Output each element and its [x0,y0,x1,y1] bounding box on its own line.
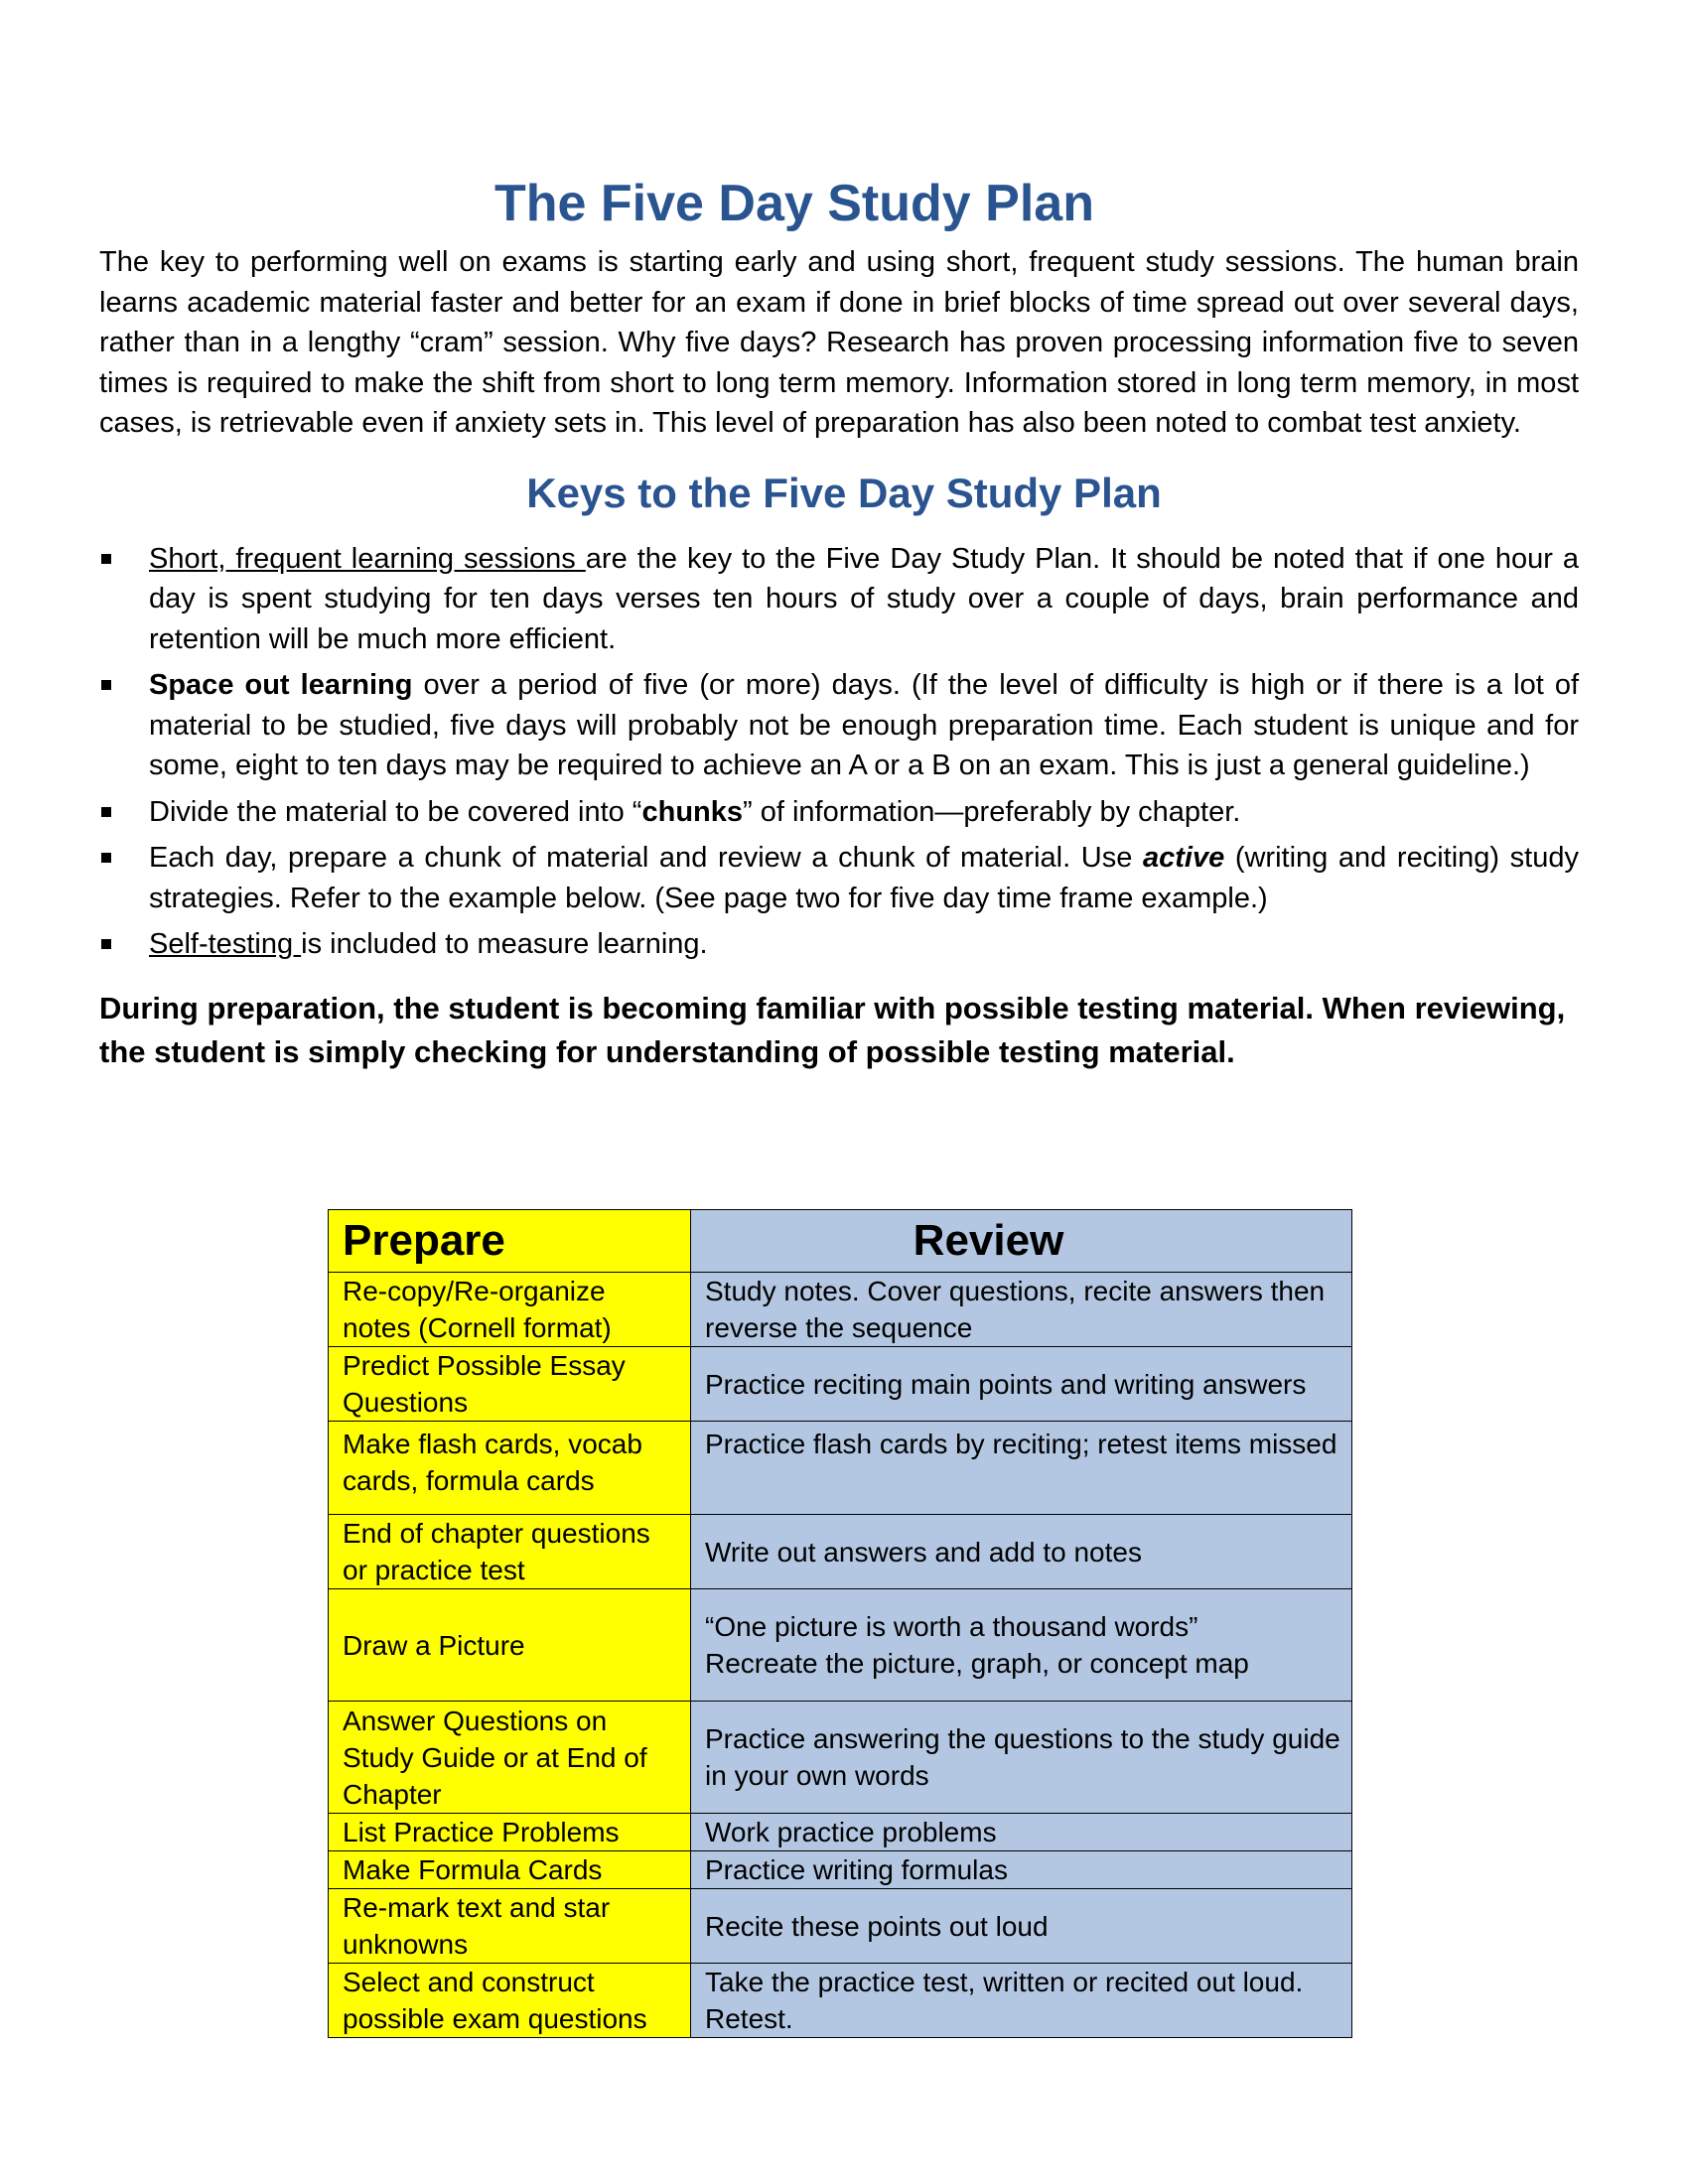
prepare-cell: Re-mark text and star unknowns [329,1889,691,1964]
key-body-text: are the key to the Five Day Study Plan. It should be noted that if one hour a day is spent studying for ten days verses ten hours of study over a couple of days, brain performance and retention will be much more efficient. [149,542,1579,655]
key-lead-text: active [1142,842,1225,874]
page-title: The Five Day Study Plan [494,175,1094,232]
list-item [99,838,1579,918]
review-cell: Work practice problems [691,1814,1352,1851]
key-lead-text: Self-testing [149,928,302,960]
review-cell: Study notes. Cover questions, recite answers then reverse the sequence [691,1273,1352,1347]
key-body-text: over a period of five (or more) days. (If the level of difficulty is high or if there is a lot of material to be studied, five days will probably not be enough preparation time. Each student is unique and for some, eight to ten days may be required to achieve an A or a B on an exam. This is just a general guideline.) [149,669,1579,781]
table-row [329,1889,1352,1964]
prepare-cell: Select and construct possible exam questions [329,1964,691,2038]
review-cell: Practice answering the questions to the study guide in your own words [691,1702,1352,1814]
table-row [329,1422,1352,1515]
prepare-cell: List Practice Problems [329,1814,691,1851]
review-cell [691,1589,1352,1702]
document-page [99,169,1589,1074]
review-cell: Recite these points out loud [691,1889,1352,1964]
table-row [329,1814,1352,1851]
table-row [329,1702,1352,1814]
prepare-cell: Predict Possible Essay Questions [329,1347,691,1422]
table-row [329,1589,1352,1702]
prepare-cell: Answer Questions on Study Guide or at End of Chapter [329,1702,691,1814]
square-bullet-icon [101,939,111,949]
table-header-row [329,1210,1352,1273]
square-bullet-icon [101,680,111,690]
key-pre-text: Each day, prepare a chunk of material and review a chunk of material. Use [149,842,1143,874]
prepare-cell: Make flash cards, vocab cards, formula cards [329,1422,691,1515]
keys-list [99,539,1579,965]
table-row [329,1515,1352,1589]
review-cell: Practice writing formulas [691,1851,1352,1889]
review-cell: Practice reciting main points and writing answers [691,1347,1352,1422]
table-row [329,1964,1352,2038]
list-item [99,665,1579,786]
prepare-review-table [328,1209,1352,2038]
intro-paragraph: The key to performing well on exams is starting early and using short, frequent study sessions. The human brain learns academic material faster and better for an exam if done in brief blocks of time spread out over several days, rather than in a lengthy “cram” session. Why five days? Research has proven processing information five to seven times is required to make the shift from short to long term memory. Information stored in long term memory, in most cases, is retrievable even if anxiety sets in. This level of preparation has also been noted to combat test anxiety. [99,246,1579,439]
list-item [99,792,1579,833]
square-bullet-icon [101,853,111,863]
review-cell: Take the practice test, written or recited out loud. Retest. [691,1964,1352,2038]
key-lead-text: Short, frequent learning sessions [149,542,586,575]
square-bullet-icon [101,807,111,817]
table-row [329,1851,1352,1889]
prepare-cell: End of chapter questions or practice test [329,1515,691,1589]
key-pre-text: Divide the material to be covered into “ [149,795,642,828]
list-item [99,924,1579,965]
review-cell: Write out answers and add to notes [691,1515,1352,1589]
list-item [99,539,1579,660]
review-column-header: Review [691,1210,1352,1273]
table-row [329,1273,1352,1347]
review-cell-line: Recreate the picture, graph, or concept map [705,1648,1249,1679]
key-body-text: is included to measure learning. [301,928,708,960]
review-cell: Practice flash cards by reciting; retest items missed [691,1422,1352,1515]
closing-statement: During preparation, the student is becoming familiar with possible testing material. When reviewing, the student is simply checking for understanding of possible testing material. [99,990,1566,1069]
table-row [329,1347,1352,1422]
prepare-cell: Make Formula Cards [329,1851,691,1889]
review-cell-line: “One picture is worth a thousand words” [705,1611,1198,1642]
key-body-text: ” of information—preferably by chapter. [743,795,1241,828]
prepare-column-header: Prepare [329,1210,691,1273]
key-body-text: (writing and reciting) study strategies. Refer to the example below. (See page two for five day time frame example.) [149,842,1580,914]
prepare-cell: Re-copy/Re-organize notes (Cornell format) [329,1273,691,1347]
square-bullet-icon [101,554,111,564]
keys-heading: Keys to the Five Day Study Plan [526,469,1162,516]
key-lead-text: Space out learning [149,669,413,701]
prepare-cell: Draw a Picture [329,1589,691,1702]
key-lead-text: chunks [641,795,744,828]
